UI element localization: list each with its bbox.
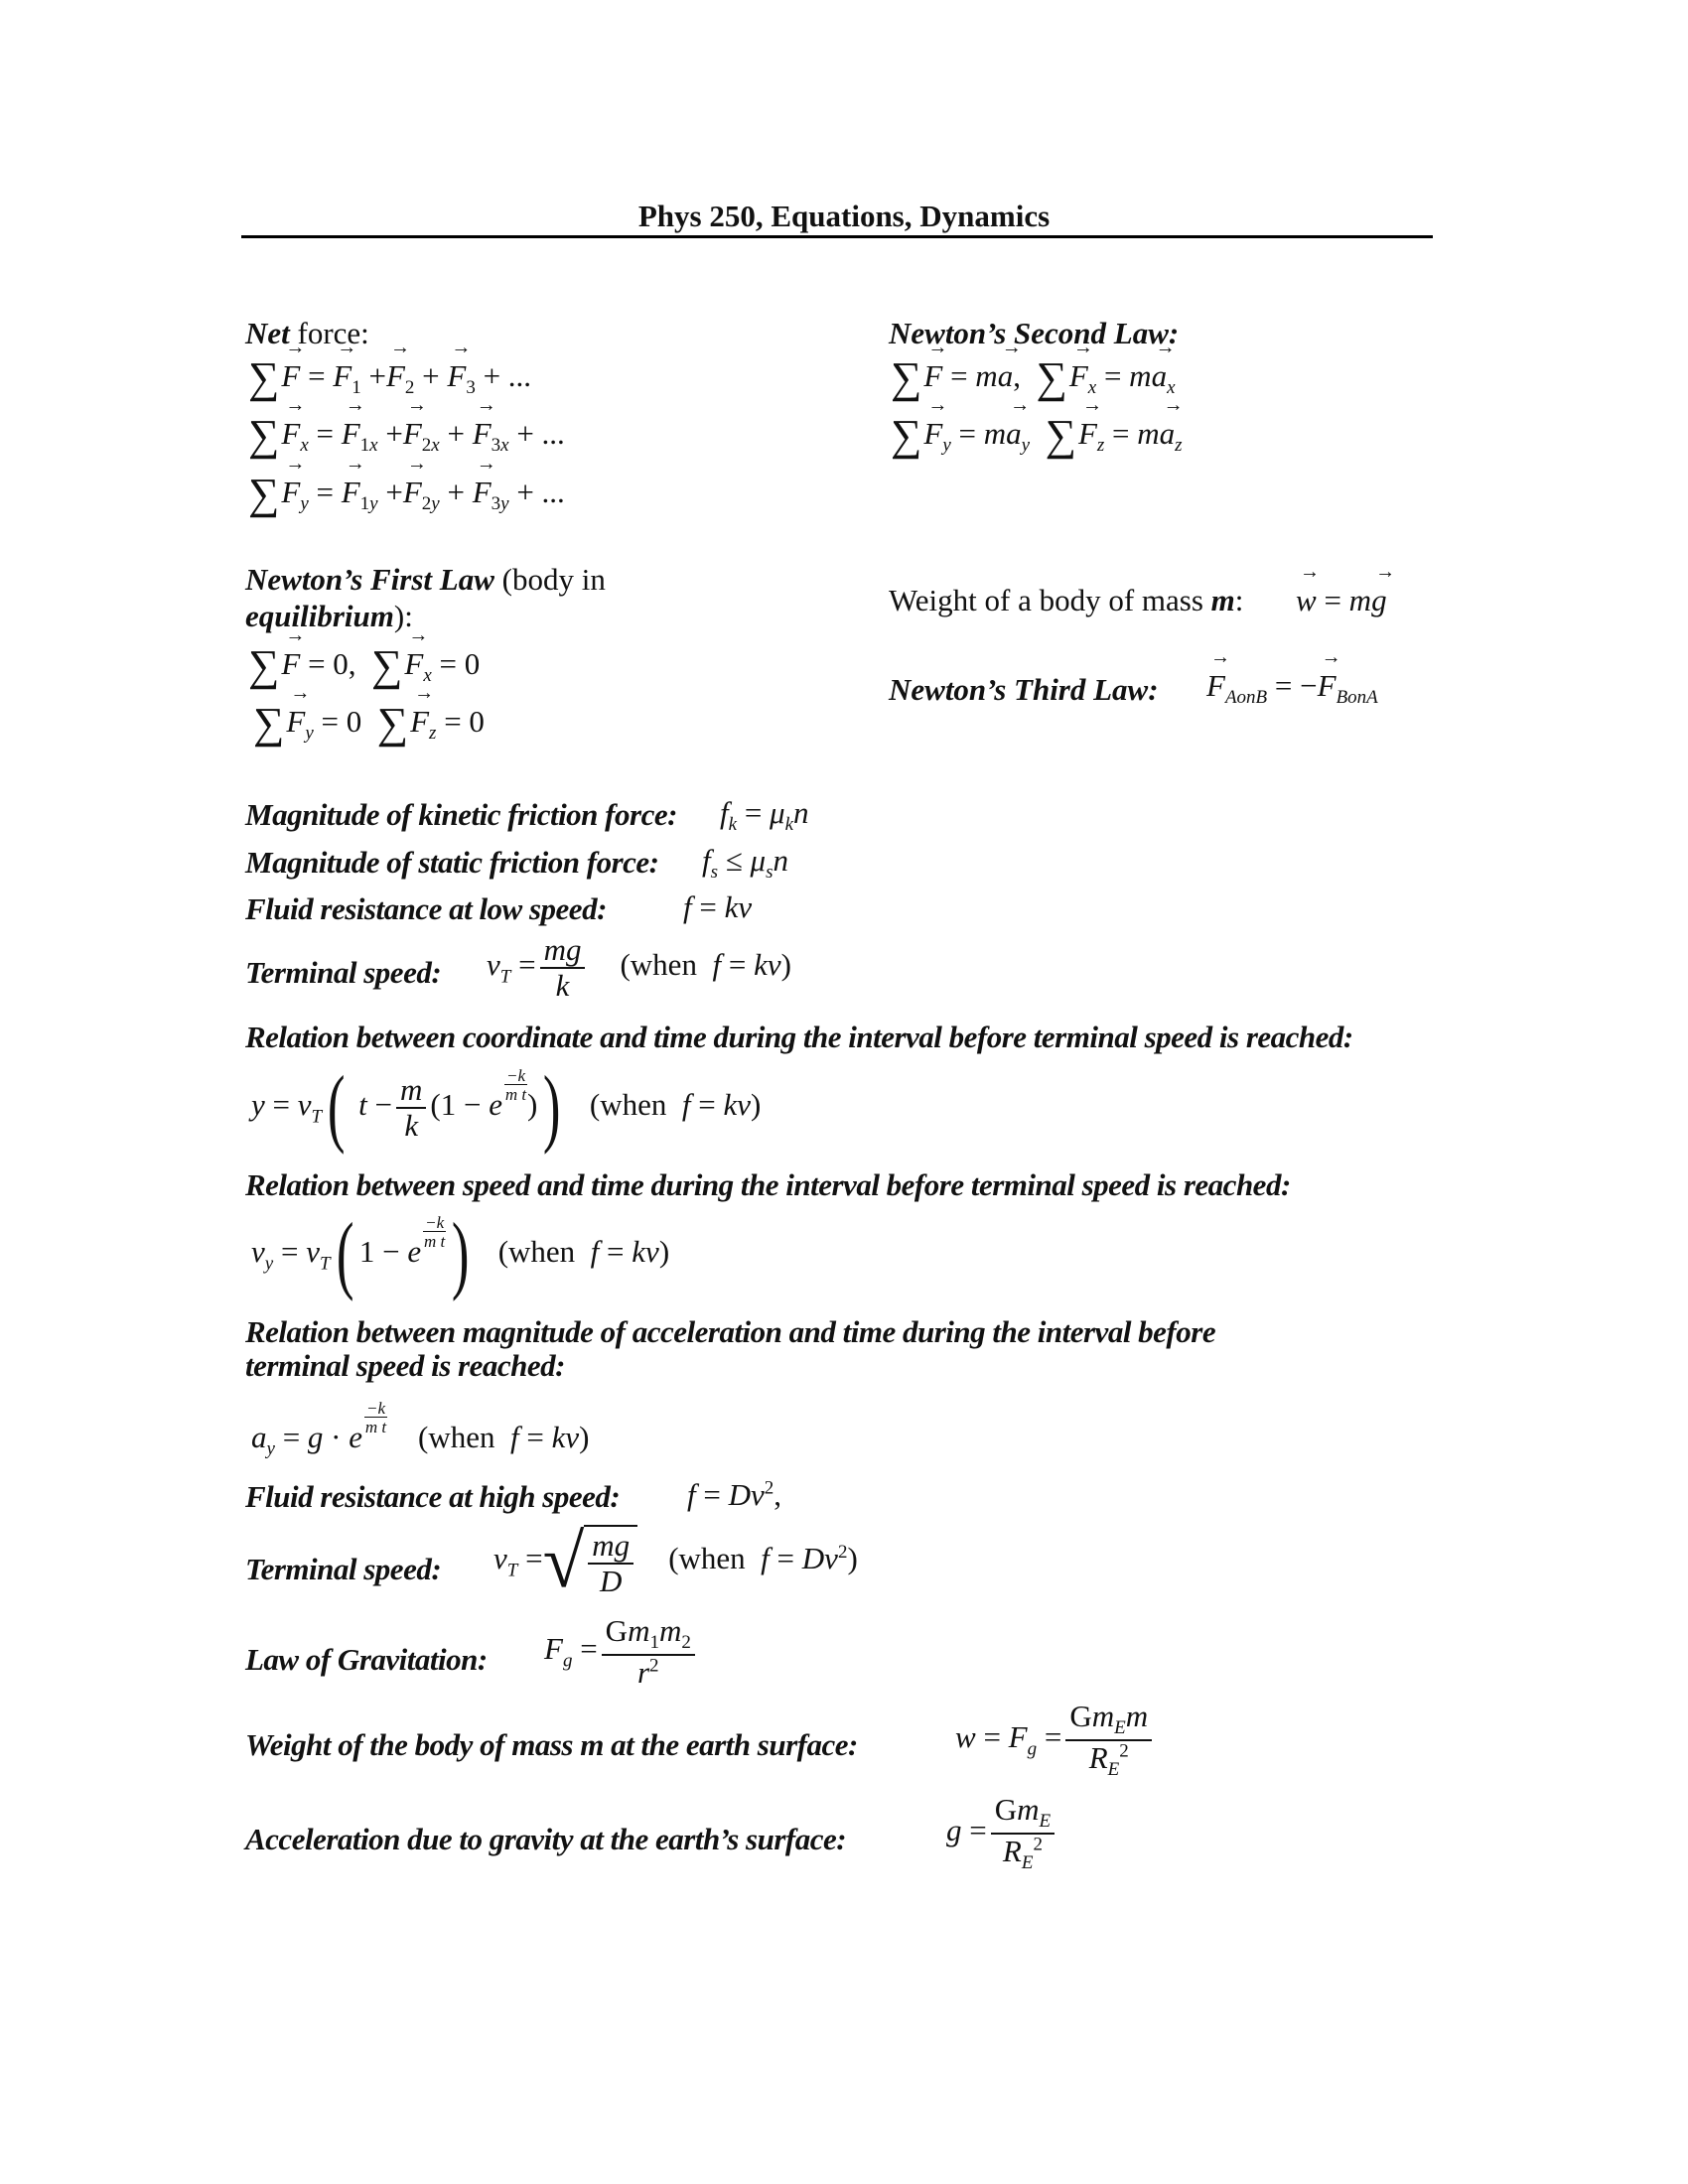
g-earth-label: Acceleration due to gravity at the earth’s surface:	[245, 1822, 847, 1856]
terminal-low-eq: $v_T$ = $\frac{mg}{k}$ (when f = kv)	[487, 932, 791, 1004]
second-law-eq-2: ∑→ $F_y = m\to a_y$ ∑→ $F_z = m\to a_z$	[891, 410, 1183, 461]
coord-time-eq: $y = v_T$( t − $\frac{m}{k}$ (1 − e $\frac{-k}{\text{m t}}$ )) (when f = kv)	[251, 1059, 762, 1156]
terminal-high-eq: $v_T$ = √ $\frac{mg}{D}$ (when $f = Dv^2$)	[493, 1520, 858, 1603]
accel-time-eq: $a_y = g \cdot e$ $\frac{-k}{\text{m t}}$ (when f = kv)	[251, 1399, 590, 1460]
gravitation-eq: $F_g$ = $\frac{Gm_1m_2}{r^2}$	[544, 1614, 699, 1690]
net-force-eq-2: ∑→ $F_x$ = → $F_{1x} +\to F_{2x}$ + → $F_{3x}$ + ...	[248, 410, 565, 461]
page-title: Phys 250, Equations, Dynamics	[637, 199, 1051, 233]
coord-time-label: Relation between coordinate and time during the interval before terminal speed is reached:	[245, 1020, 1353, 1054]
fluid-low-eq: f = kv	[683, 889, 753, 924]
accel-time-label-line2: terminal speed is reached:	[245, 1348, 565, 1383]
third-law-eq: → $F_{AonB}$ = −→ $F_{BonA}$	[1206, 668, 1378, 709]
first-law-eq-2: ∑→ $F_y = 0$ ∑→ $F_z = 0$	[253, 698, 485, 749]
net-force-label: Net force:	[245, 316, 369, 350]
second-law-label: Newton’s Second Law:	[889, 316, 1180, 350]
kinetic-friction-eq: $f_k = \mu_kn$	[720, 795, 809, 836]
fluid-high-eq: $f = Dv^2$,	[687, 1477, 782, 1512]
weight-earth-eq: $w = F_g$ = $\frac{Gm_Em}{R_E^2}$	[955, 1700, 1156, 1781]
terminal-high-label: Terminal speed:	[245, 1552, 442, 1586]
terminal-low-label: Terminal speed:	[245, 955, 442, 990]
speed-time-eq: $v_y = v_T$( 1 − e $\frac{-k}{\text{m t}}$ ) (when f = kv)	[251, 1206, 670, 1302]
title-underline	[241, 235, 1433, 238]
accel-time-label-line1: Relation between magnitude of acceleration and time during the interval before	[245, 1314, 1216, 1349]
first-law-label-line2: equilibrium):	[245, 599, 413, 633]
net-force-eq-3: ∑→ $F_y$ = → $F_{1y} +\to F_{2y}$ + → $F_{3y}$ + ...	[248, 469, 565, 519]
kinetic-friction-label: Magnitude of kinetic friction force:	[245, 797, 677, 832]
second-law-eq-1: ∑→ F = m→ a, ∑→ $F_x = m\to a_x$	[891, 352, 1176, 403]
net-force-eq-1: ∑→ F = → $F_1 +\to F_2$ + → $F_3$ + ...	[248, 352, 531, 403]
weight-eq: → w = m→ g	[1296, 583, 1387, 618]
third-law-label: Newton’s Third Law:	[889, 672, 1159, 707]
fluid-low-label: Fluid resistance at low speed:	[245, 891, 607, 926]
first-law-label-line1: Newton’s First Law (body in	[245, 562, 606, 597]
static-friction-eq: $f_s \le \mu_sn$	[702, 843, 789, 884]
g-earth-eq: g = $\frac{Gm_E}{R_E^2}$	[946, 1793, 1058, 1874]
speed-time-label: Relation between speed and time during the interval before terminal speed is reached:	[245, 1167, 1291, 1202]
fluid-high-label: Fluid resistance at high speed:	[245, 1479, 621, 1514]
static-friction-label: Magnitude of static friction force:	[245, 845, 659, 880]
weight-label: Weight of a body of mass m:	[889, 583, 1244, 617]
first-law-eq-1: ∑→ F = 0, ∑→ $F_x = 0$	[248, 640, 480, 691]
gravitation-label: Law of Gravitation:	[245, 1642, 488, 1677]
weight-earth-label: Weight of the body of mass m at the earth surface:	[245, 1727, 858, 1762]
